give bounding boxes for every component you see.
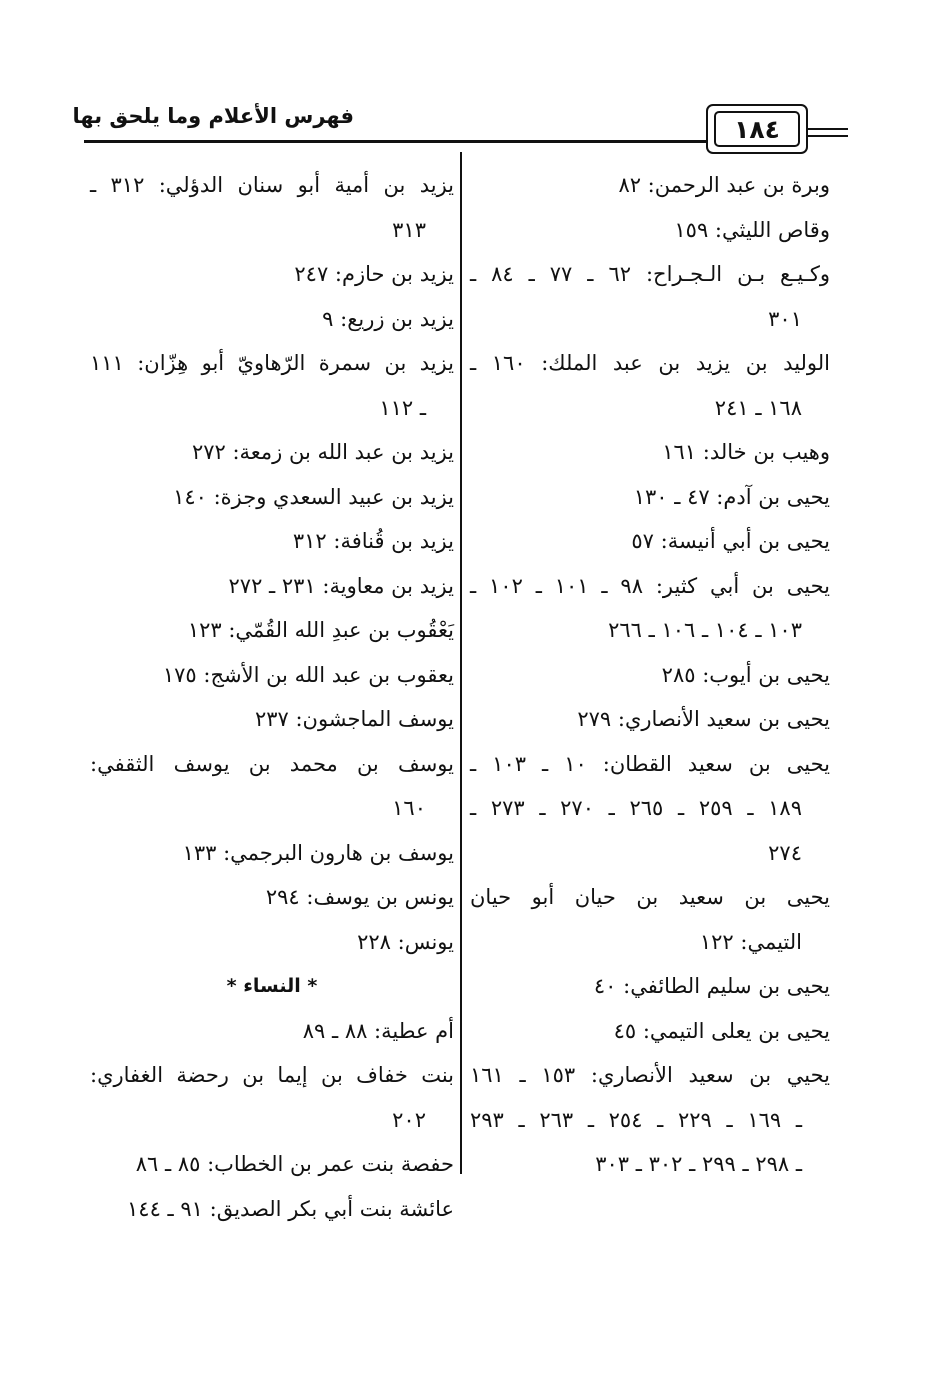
column-divider xyxy=(460,152,462,1174)
index-entry-line: يزيد بن قُنافة: ٣١٢ xyxy=(292,529,454,553)
index-entry-line: حفصة بنت عمر بن الخطاب: ٨٥ ـ ٨٦ xyxy=(135,1152,454,1176)
index-entry-line: أم عطية: ٨٨ ـ ٨٩ xyxy=(302,1018,454,1043)
page-number: ١٨٤ xyxy=(714,111,800,147)
index-entry-line: يزيد بن عبد الله بن زمعة: ٢٧٢ xyxy=(191,440,454,464)
index-entry-line: يحيى بن أبي أنيسة: ٥٧ xyxy=(631,529,830,553)
index-entry-line: يحيى بن سعيد القطان: ١٠ ـ ١٠٣ ـ xyxy=(470,751,830,776)
section-heading: * النساء * xyxy=(226,975,318,997)
index-entry-line: ـ ١١٢ xyxy=(379,395,426,420)
running-header-title: فهرس الأعلام وما يلحق بها xyxy=(72,104,354,128)
index-entry-line: يحيي بن سعيد الأنصاري: ١٥٣ ـ ١٦١ xyxy=(470,1063,830,1087)
index-entry-line: يعقوب بن عبد الله بن الأشج: ١٧٥ xyxy=(162,662,454,687)
index-entry-line: يوسف بن هارون البرجمي: ١٣٣ xyxy=(182,840,454,865)
index-entry-line: ٣١٣ xyxy=(392,217,426,242)
index-column-right xyxy=(470,163,830,1187)
index-entry-line: وبرة بن عبد الرحمن: ٨٢ xyxy=(618,173,830,197)
index-entry-line: ٢٠٢ xyxy=(392,1107,426,1132)
index-entry-line: بنت خفاف بن إيما بن رحضة الغفاري: xyxy=(90,1063,454,1087)
index-entry-line: وكـيـع بـن الـجـراح: ٦٢ ـ ٧٧ ـ ٨٤ ـ xyxy=(470,262,830,286)
index-entry-line: التيمي: ١٢٢ xyxy=(699,929,802,954)
index-entry-line: يحيى بن يعلى التيمي: ٤٥ xyxy=(613,1018,830,1043)
index-entry-line: وهيب بن خالد: ١٦١ xyxy=(662,440,830,464)
index-entry-line: يَعْقُوب بن عبدِ الله القُمّي: ١٢٣ xyxy=(187,618,454,642)
header-rule xyxy=(84,140,706,143)
index-entry-line: يونس بن يوسف: ٢٩٤ xyxy=(265,885,454,909)
index-entry-line: يزيد بن زريع: ٩ xyxy=(322,306,454,331)
index-entry-line: وقاص الليثي: ١٥٩ xyxy=(674,217,830,242)
index-entry-line: يوسف بن محمد بن يوسف الثقفي: xyxy=(90,751,454,776)
index-entry-line: يزيد بن أمية أبو سنان الدؤلي: ٣١٢ ـ xyxy=(90,173,454,197)
index-entry-line: ٢٧٤ xyxy=(768,840,802,865)
index-entry-line: يزيد بن سمرة الرّهاويّ أبو هِزّان: ١١١ xyxy=(90,351,454,375)
index-entry-line: يحيى بن سعيد بن حيان أبو حيان xyxy=(470,885,830,909)
index-entry-line: يحيى بن أيوب: ٢٨٥ xyxy=(661,662,830,687)
index-entry-line: ٣٠١ xyxy=(768,306,802,331)
index-entry-line: يزيد بن عبيد السعدي وجزة: ١٤٠ xyxy=(173,484,454,509)
index-entry-line: يحيى بن سعيد الأنصاري: ٢٧٩ xyxy=(577,707,830,731)
index-entry-line: يزيد بن حازم: ٢٤٧ xyxy=(294,262,454,286)
index-entry-line: ـ ٢٩٨ ـ ٢٩٩ ـ ٣٠٢ ـ ٣٠٣ xyxy=(595,1152,802,1176)
header-rule-right-upper xyxy=(808,128,848,130)
index-entry-line: ١٨٩ ـ ٢٥٩ ـ ٢٦٥ ـ ٢٧٠ ـ ٢٧٣ ـ xyxy=(470,796,802,820)
index-entry-line: عائشة بنت أبي بكر الصديق: ٩١ ـ ١٤٤ xyxy=(127,1196,454,1221)
index-entry-line: يحيى بن سليم الطائفي: ٤٠ xyxy=(593,974,830,998)
index-entry-line: ١٦٨ ـ ٢٤١ xyxy=(714,395,802,420)
index-entry-line: يزيد بن معاوية: ٢٣١ ـ ٢٧٢ xyxy=(228,573,454,598)
page-number-frame xyxy=(706,104,808,154)
index-entry-line: يونس: ٢٢٨ xyxy=(357,929,454,954)
index-entry-line: ١٦٠ xyxy=(392,796,426,820)
index-entry-line: يوسف الماجشون: ٢٣٧ xyxy=(254,707,454,731)
index-entry-line: يحيى بن أبي كثير: ٩٨ ـ ١٠١ ـ ١٠٢ ـ xyxy=(470,573,830,598)
index-entry-line: ـ ١٦٩ ـ ٢٢٩ ـ ٢٥٤ ـ ٢٦٣ ـ ٢٩٣ xyxy=(470,1107,802,1132)
header-rule-right-lower xyxy=(808,135,848,137)
index-entry-line: ١٠٣ ـ ١٠٤ ـ ١٠٦ ـ ٢٦٦ xyxy=(608,618,802,642)
index-entry-line: الوليد بن يزيد بن عبد الملك: ١٦٠ ـ xyxy=(470,351,831,375)
index-entry-line: يحيى بن آدم: ٤٧ ـ ١٣٠ xyxy=(633,484,830,509)
index-column-left xyxy=(90,163,454,1231)
